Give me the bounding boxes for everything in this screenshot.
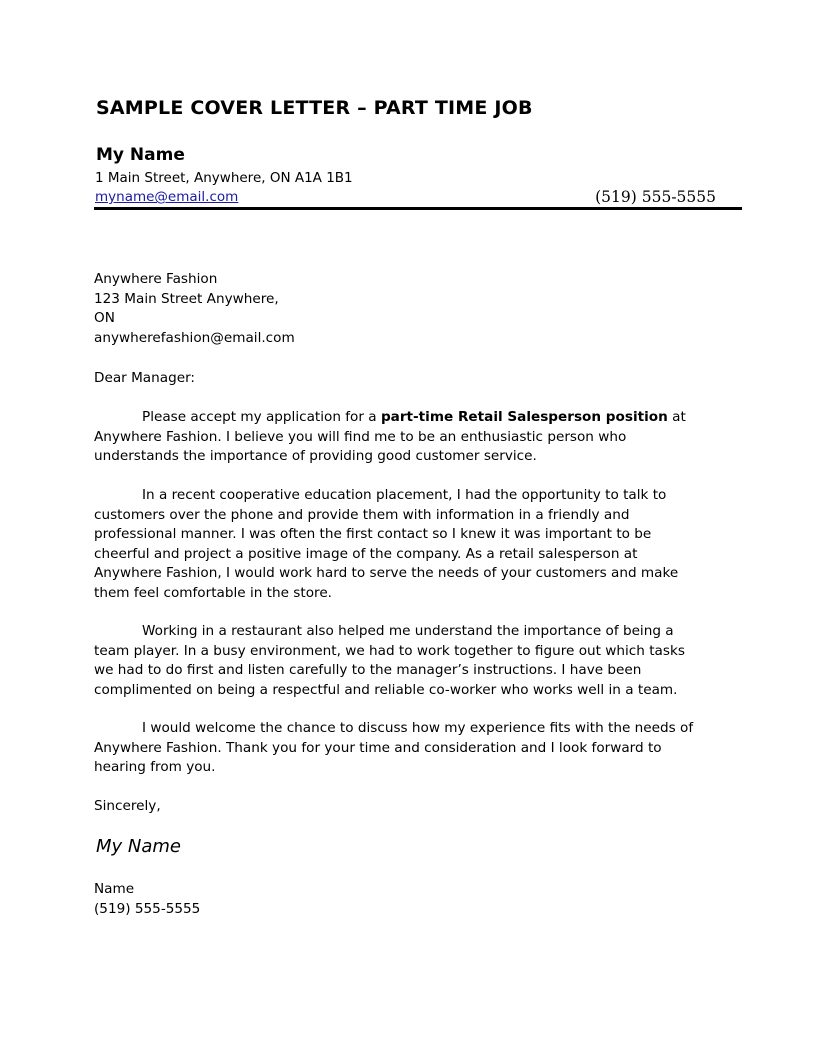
footer-name: Name: [94, 881, 135, 897]
footer-block: [94, 880, 708, 919]
sender-email-link[interactable]: myname@email.com: [95, 189, 239, 205]
paragraph-1-start: Please accept my application for a: [142, 409, 381, 425]
closing: Sincerely,: [94, 798, 161, 814]
sender-phone: (519) 555-5555: [595, 188, 716, 206]
sender-address: 1 Main Street, Anywhere, ON A1A 1B1: [95, 170, 353, 186]
position-title: part-time Retail Salesperson position: [380, 409, 668, 425]
document-title: SAMPLE COVER LETTER – PART TIME JOB: [96, 97, 533, 119]
paragraph-2: In a recent cooperative education placement, I had the opportunity to talk to customers over the phone and provide them with information in a friendly and professional manner. I was often the first contact so I knew it was important to be cheerful and project a positive image of the company. As a retail salesperson at Anywhere Fashion, I would work hard to serve the needs of your customers and make them feel comfortable in the store.: [94, 487, 679, 601]
recipient-company: Anywhere Fashion: [94, 271, 218, 287]
recipient-block: [94, 270, 708, 348]
header-divider: [94, 207, 742, 210]
recipient-province: ON: [94, 310, 115, 326]
sender-name: My Name: [96, 145, 185, 165]
recipient-street: 123 Main Street Anywhere,: [94, 290, 279, 307]
paragraph-4: I would welcome the chance to discuss how my experience fits with the needs of Anywhere Fashion. Thank you for your time and consideration and I look forward to hearing from you.: [94, 720, 694, 775]
paragraph-1-end: at Anywhere Fashion. I believe you will find me to be an enthusiastic person who understands the importance of providing good customer service.: [94, 409, 686, 464]
signature: My Name: [96, 836, 182, 857]
recipient-email: anywherefashion@email.com: [94, 329, 295, 346]
footer-phone: (519) 555-5555: [94, 900, 201, 917]
paragraph-1: [94, 408, 708, 467]
salutation: Dear Manager:: [94, 370, 195, 386]
paragraph-3: Working in a restaurant also helped me understand the importance of being a team player. In a busy environment, we had to work together to figure out which tasks we had to do first and listen carefully to the manager’s instructions. I have been complimented on being a respectful and reliable co-worker who works well in a team.: [94, 623, 685, 698]
